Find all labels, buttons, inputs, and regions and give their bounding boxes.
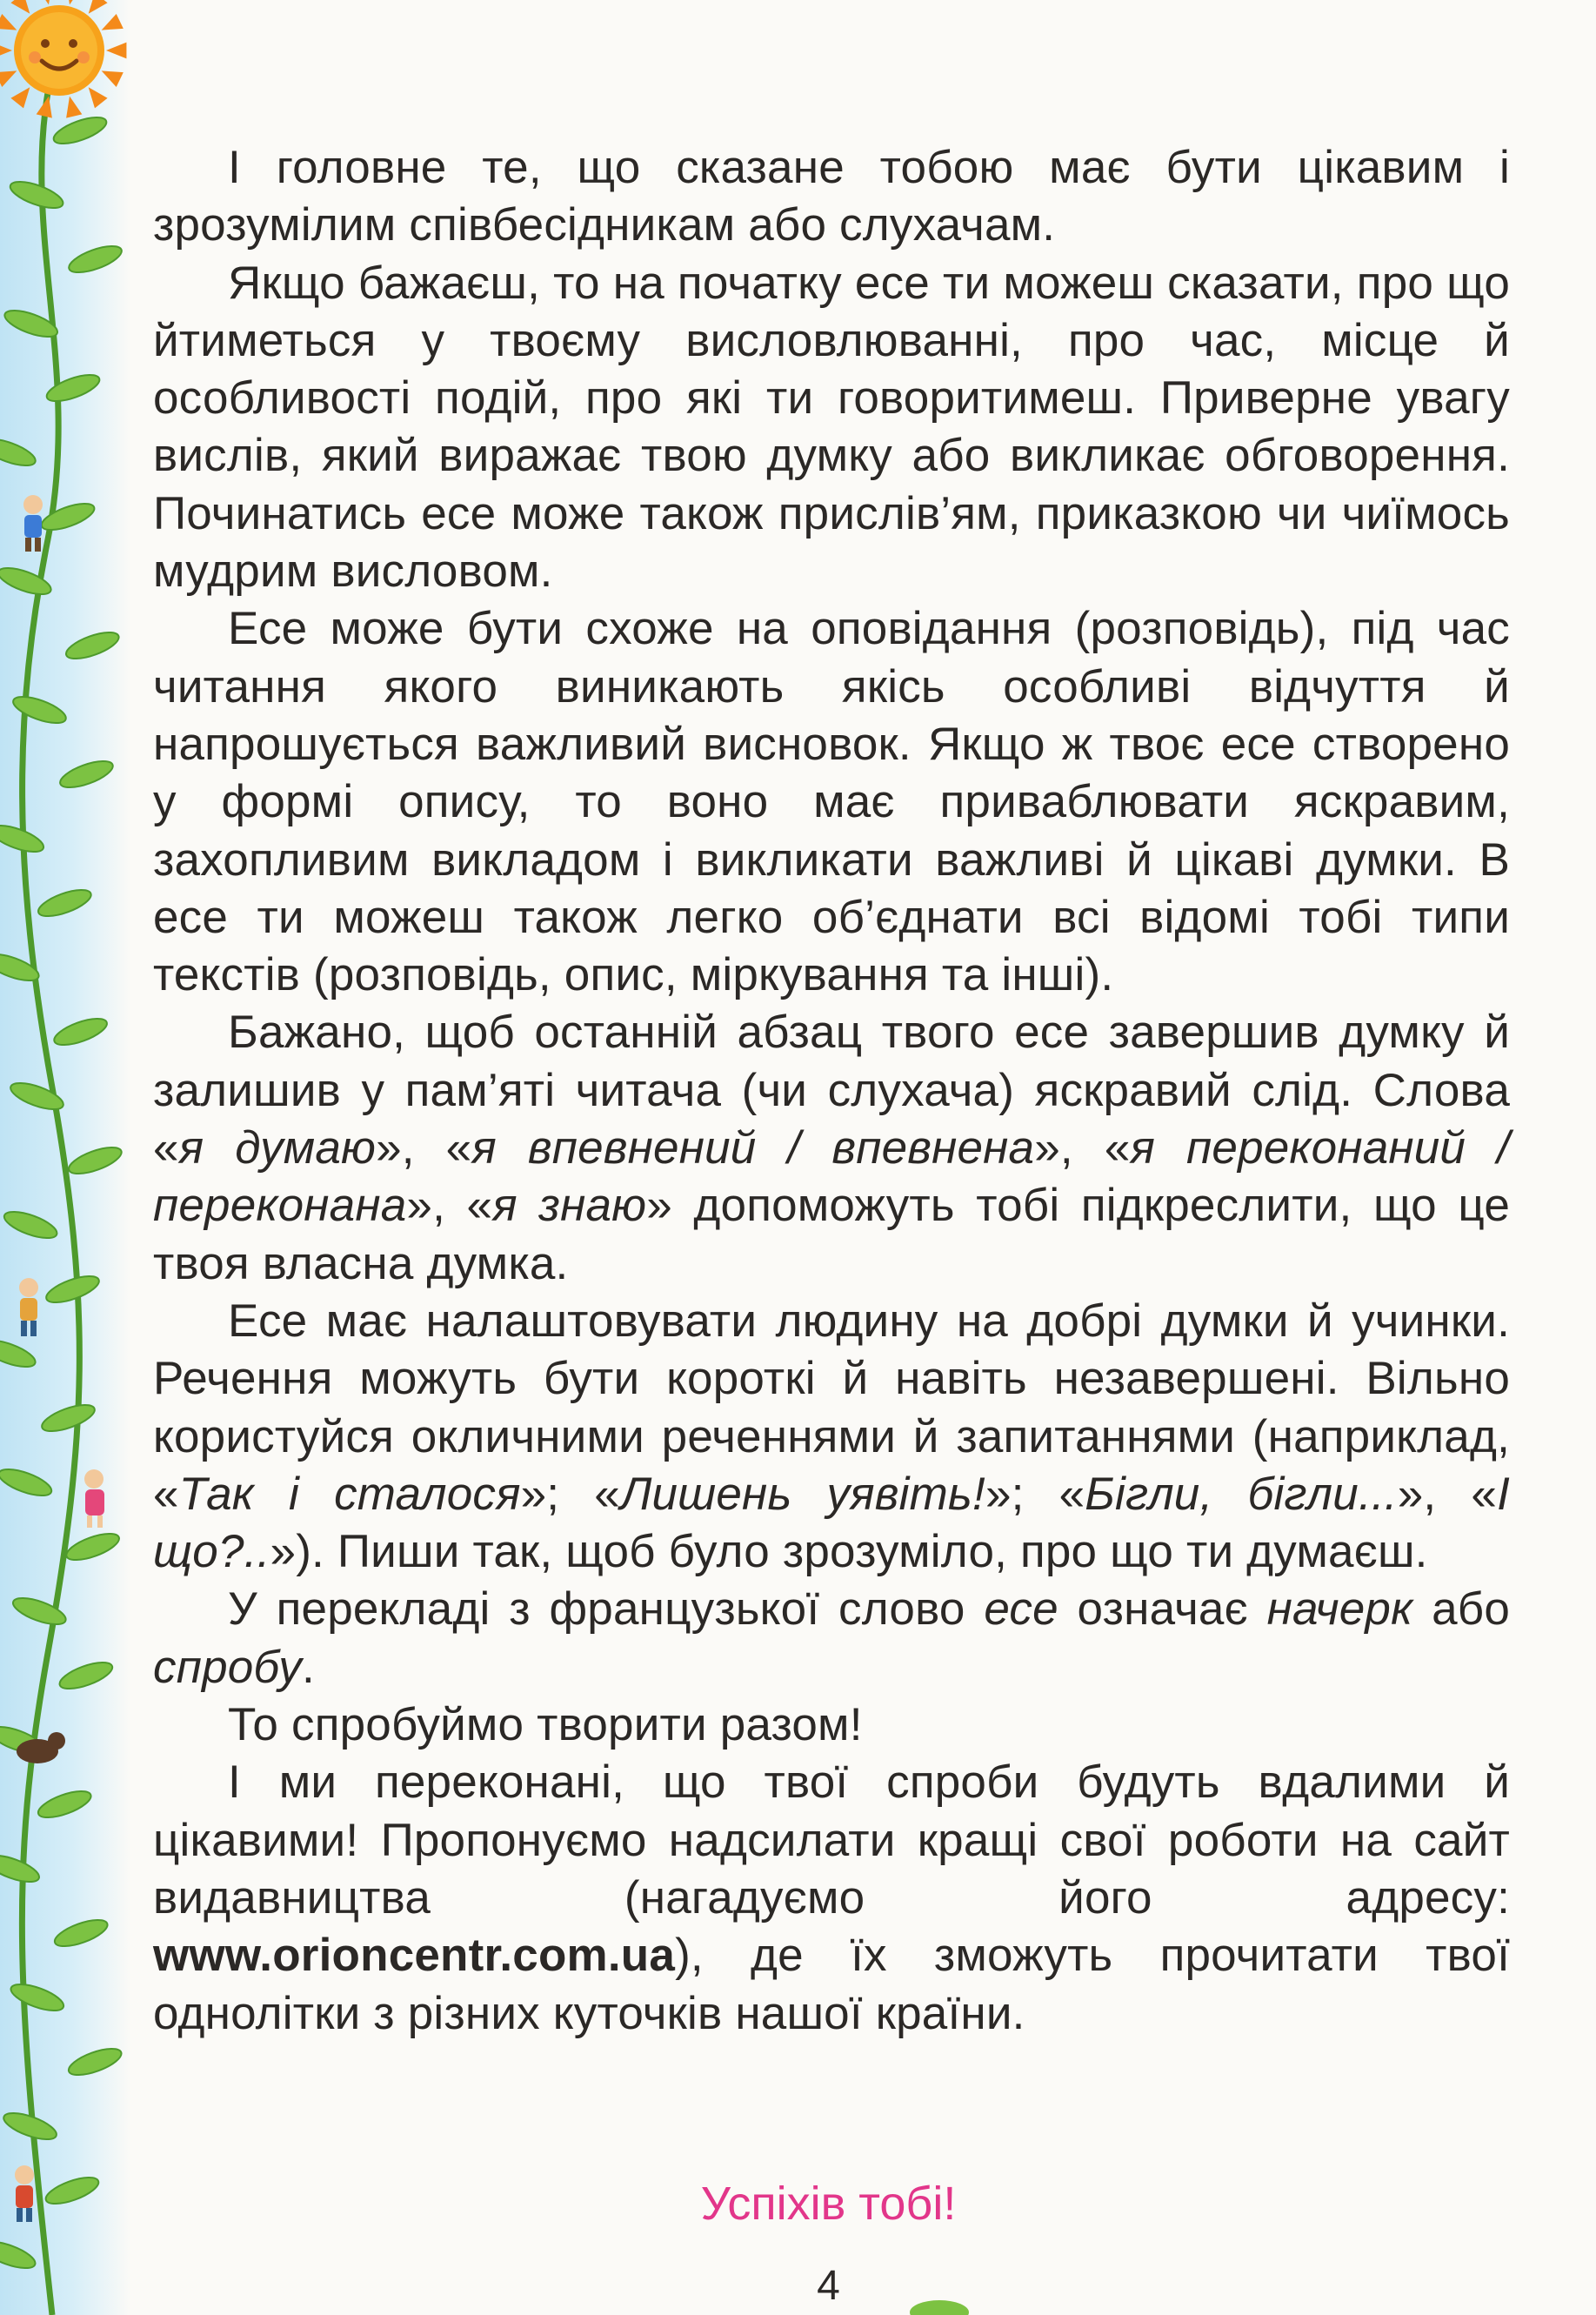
sun-ray <box>89 0 108 14</box>
sun-ray <box>0 43 12 59</box>
page-number: 4 <box>817 2263 840 2309</box>
sun-icon <box>0 0 165 139</box>
paragraph <box>153 255 1510 601</box>
text-run: І ми переконані, що твої спроби будуть вдалими й цікавими! Пропонуємо надсилати кращі свої роботи на сайт видавництва (нагадуємо його адресу: <box>153 1756 1510 1924</box>
leaf <box>0 1464 55 1502</box>
sun-ray <box>102 70 124 87</box>
text-run: У перекладі з французької слово <box>228 1583 985 1636</box>
paragraph <box>153 139 1510 255</box>
text-run: я переконаний / переконана <box>153 1122 1511 1232</box>
text-run: Бігли, бігли... <box>1085 1468 1398 1520</box>
leaf <box>0 563 54 600</box>
text-run: »). Пиши так, щоб було зрозуміло, про що ти думаєш. <box>270 1526 1428 1578</box>
text-run: », « <box>1034 1122 1131 1174</box>
paragraph <box>153 600 1510 1004</box>
text-run: спробу <box>153 1641 302 1693</box>
paragraph <box>153 1696 1510 1754</box>
leaf <box>7 177 66 214</box>
leaf <box>35 1786 94 1823</box>
sun-ray <box>10 87 30 108</box>
paragraph <box>153 1004 1510 1292</box>
sun-ray <box>106 43 126 59</box>
child-figure-icon <box>19 1278 38 1336</box>
text-run: я знаю <box>492 1180 647 1232</box>
text-run: »; « <box>985 1468 1085 1520</box>
text-run: . <box>301 1641 315 1693</box>
text-run: я думаю <box>178 1122 377 1174</box>
text-run: »; « <box>520 1468 620 1520</box>
leaf <box>36 885 95 922</box>
leaf <box>57 1657 116 1695</box>
leaf <box>8 1979 67 2017</box>
text-run: я впевнений / впевнена <box>471 1122 1035 1174</box>
text-run: Бажано, щоб останній абзац твого есе завершив думку й залишив у пам’яті читача (чи слухача) яскравий слід. Слова « <box>153 1007 1510 1174</box>
text-run: означає <box>1058 1583 1267 1636</box>
leaf <box>63 627 122 665</box>
leaf <box>0 1335 38 1373</box>
paragraph <box>153 1293 1510 1581</box>
sun-ray <box>37 97 52 118</box>
text-run: Лишень уявіть! <box>619 1468 985 1520</box>
leaf <box>66 241 125 278</box>
leaf <box>51 1915 110 1952</box>
leaf <box>65 2044 124 2081</box>
paragraph <box>153 1754 1510 2042</box>
vine-leaves <box>0 112 124 2274</box>
leaf <box>43 1271 103 1308</box>
sun-ray <box>66 97 82 118</box>
text-run: », « <box>406 1180 493 1232</box>
leaf-icon <box>905 2288 974 2315</box>
text-run: », « <box>1397 1468 1498 1520</box>
leaf <box>51 1014 110 1051</box>
leaf <box>10 692 70 729</box>
paragraph <box>153 1581 1510 1696</box>
leaf <box>0 434 38 472</box>
text-run: І що?.. <box>153 1468 1511 1578</box>
vine-leaves-decoration <box>0 0 139 2315</box>
closing-wish: Успіхів тобі! <box>700 2178 957 2230</box>
text-run: » допоможуть тобі підкреслити, що це твоя власна думка. <box>153 1180 1511 1289</box>
text-run: Якщо бажаєш, то на початку есе ти можеш сказати, про що йтиметься у твоєму висловлюванні, про час, місце й особливості подій, про які ти говоритимеш. Приверне увагу вислів, який виражає твою думку або викликає обговорення. Починатись есе може також прислів’ям, приказкою чи чиїмось мудрим висловом. <box>153 257 1510 598</box>
text-run: Есе може бути схоже на оповідання (розповідь), під час читання якого виникають якісь особливі відчуття й напрошується важливий висновок. Якщо ж твоє есе створено у формі опису, то воно має приваблювати яскравим, захопливим викладом і викликати важливі й цікаві думки. В есе ти можеш також легко об’єднати всі відомі тобі типи текстів (розповідь, опис, міркування та інші). <box>153 603 1510 1001</box>
text-run: », « <box>376 1122 472 1174</box>
text-run: есе <box>984 1583 1058 1636</box>
leaf <box>38 498 97 536</box>
leaf <box>57 756 117 793</box>
text-run: або <box>1412 1583 1510 1636</box>
leaf <box>43 370 103 407</box>
sun-ray <box>102 14 124 30</box>
leaf <box>39 1400 98 1437</box>
leaf <box>8 1078 67 1115</box>
leaf <box>63 1529 123 1566</box>
sun-ray <box>0 14 17 30</box>
leaf <box>1 1207 60 1244</box>
child-figure-icon <box>84 1469 104 1528</box>
text-run: То спробуймо творити разом! <box>228 1699 863 1751</box>
sun-ray <box>66 0 82 4</box>
text-run: ), де їх зможуть прочитати твої однолітки з різних куточків нашої країни. <box>153 1930 1510 2039</box>
text-run: І головне те, що сказане тобою має бути цікавим і зрозумілим співбесідникам або слухачам. <box>153 142 1510 251</box>
website-link: www.orioncentr.com.ua <box>153 1930 676 1982</box>
leaf <box>66 1142 125 1180</box>
text-run: начерк <box>1266 1583 1413 1636</box>
sun-ray <box>0 70 17 87</box>
sun-ray <box>89 87 108 108</box>
main-text <box>153 139 1510 2043</box>
text-run: Есе має налаштовувати людину на добрі думки й учинки. Речення можуть бути короткі й навіть незавершені. Вільно користуйся окличними реченнями й запитаннями (наприклад, « <box>153 1295 1510 1520</box>
sun-ray <box>10 0 30 14</box>
text-run: Так і сталося <box>178 1468 521 1520</box>
child-figure-icon <box>23 495 43 552</box>
sun-ray <box>37 0 52 4</box>
